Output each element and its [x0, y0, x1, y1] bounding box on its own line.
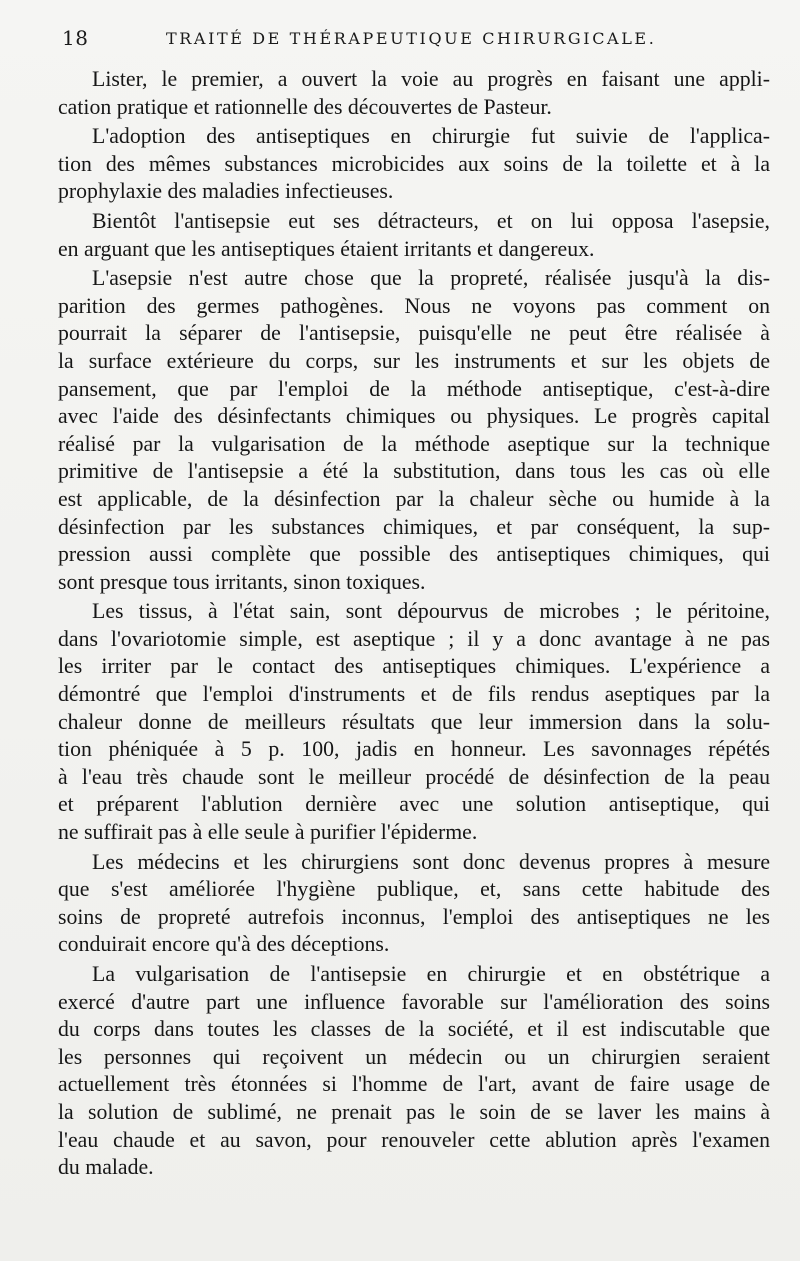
page-number: 18 — [62, 26, 89, 50]
text-line: démontré que l'emploi d'instruments et de fils rendus aseptiques par la — [58, 682, 770, 707]
text-line: pourrait la séparer de l'antisepsie, puisqu'elle ne peut être réalisée à — [58, 321, 770, 346]
text-line: L'adoption des antiseptiques en chirurgie fut suivie de l'applica- — [92, 124, 770, 149]
page-header — [62, 22, 766, 56]
running-title: TRAITÉ DE THÉRAPEUTIQUE CHIRURGICALE. — [166, 29, 657, 48]
paragraph — [58, 849, 770, 959]
paragraph — [58, 123, 770, 206]
text-line: avec l'aide des désinfectants chimiques ou physiques. Le progrès capital — [58, 404, 770, 429]
paragraph — [58, 265, 770, 596]
text-line: tion des mêmes substances microbicides aux soins de la toilette et à la — [58, 151, 770, 176]
text-line: primitive de l'antisepsie a été la substitution, dans tous les cas où elle — [58, 459, 770, 484]
text-line: réalisé par la vulgarisation de la méthode aseptique sur la technique — [58, 431, 770, 456]
paragraph — [58, 66, 770, 121]
text-line: que s'est améliorée l'hygiène publique, et, sans cette habitude des — [58, 877, 770, 902]
text-line: Lister, le premier, a ouvert la voie au progrès en faisant une appli- — [92, 67, 770, 91]
text-line: soins de propreté autrefois inconnus, l'emploi des antiseptiques ne les — [58, 904, 770, 929]
paragraph — [58, 598, 770, 846]
body-text — [58, 66, 770, 1182]
text-line: pansement, que par l'emploi de la méthode antiseptique, c'est-à-dire — [58, 376, 770, 401]
text-line: les irriter par le contact des antiseptiques chimiques. L'expérience a — [58, 654, 770, 679]
text-line: dans l'ovariotomie simple, est aseptique ; il y a donc avantage à ne pas — [58, 626, 770, 651]
text-line: ne suffirait pas à elle seule à purifier l'épiderme. — [58, 820, 478, 845]
text-line: est applicable, de la désinfection par la chaleur sèche ou humide à la — [58, 486, 770, 511]
text-line: à l'eau très chaude sont le meilleur procédé de désinfection de la peau — [58, 764, 770, 789]
text-line: sont presque tous irritants, sinon toxiques. — [58, 569, 426, 594]
text-line: en arguant que les antiseptiques étaient irritants et dangereux. — [58, 236, 595, 261]
text-line: actuellement très étonnées si l'homme de l'art, avant de faire usage de — [58, 1072, 770, 1097]
text-line: la surface extérieure du corps, sur les instruments et sur les objets de — [58, 348, 770, 373]
text-line: désinfection par les substances chimiques, et par conséquent, la sup- — [58, 514, 770, 539]
text-line: La vulgarisation de l'antisepsie en chirurgie et en obstétrique a — [92, 962, 770, 986]
text-line: tion phéniquée à 5 p. 100, jadis en honneur. Les savonnages répétés — [58, 737, 770, 762]
text-line: chaleur donne de meilleurs résultats que leur immersion dans la solu- — [58, 709, 770, 734]
text-line: Les médecins et les chirurgiens sont donc devenus propres à mesure — [92, 849, 770, 874]
text-line: et préparent l'ablution dernière avec une solution antiseptique, qui — [58, 792, 770, 817]
paragraph — [58, 961, 770, 1182]
text-line: conduirait encore qu'à des déceptions. — [58, 932, 390, 957]
text-line: l'eau chaude et au savon, pour renouveler cette ablution après l'examen — [58, 1127, 770, 1152]
text-line: la solution de sublimé, ne prenait pas le soin de se laver les mains à — [58, 1099, 770, 1124]
text-line: exercé d'autre part une influence favorable sur l'amélioration des soins — [58, 989, 770, 1014]
text-line: les personnes qui reçoivent un médecin ou un chirurgien seraient — [58, 1044, 770, 1069]
text-line: cation pratique et rationnelle des découvertes de Pasteur. — [58, 94, 552, 119]
text-line: prophylaxie des maladies infectieuses. — [58, 179, 394, 204]
text-line: parition des germes pathogènes. Nous ne voyons pas comment on — [58, 293, 770, 318]
text-line: L'asepsie n'est autre chose que la propreté, réalisée jusqu'à la dis- — [92, 266, 770, 291]
text-line: pression aussi complète que possible des antiseptiques chimiques, qui — [58, 542, 770, 567]
paragraph — [58, 208, 770, 263]
text-line: Bientôt l'antisepsie eut ses détracteurs, et on lui opposa l'asepsie, — [92, 208, 770, 233]
text-line: du corps dans toutes les classes de la société, et il est indiscutable que — [58, 1017, 770, 1042]
text-line: Les tissus, à l'état sain, sont dépourvus de microbes ; le péritoine, — [92, 599, 770, 624]
text-line: du malade. — [58, 1155, 154, 1180]
